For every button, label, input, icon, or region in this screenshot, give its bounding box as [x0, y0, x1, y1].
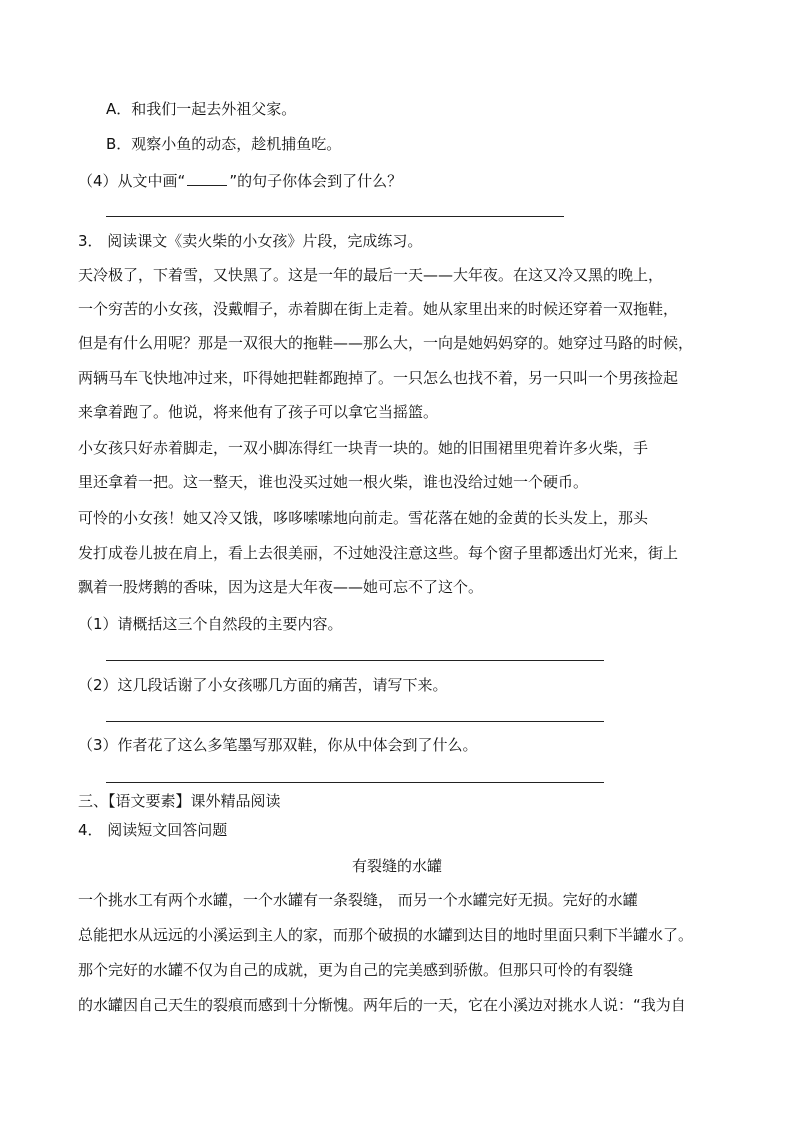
- question-4-prefix: （4）从文中画“: [78, 172, 186, 190]
- answer-line-q3-2[interactable]: [106, 721, 604, 722]
- answer-line-q4[interactable]: [106, 216, 564, 217]
- q3-p3-line: 可怜的小女孩！她又冷又饿，哆哆嗦嗦地向前走。雪花落在她的金黄的长头发上，那头: [78, 509, 649, 527]
- underline-blank: [187, 171, 227, 186]
- q3-title: 3． 阅读课文《卖火柴的小女孩》片段，完成练习。: [78, 232, 423, 250]
- q4-title: 4． 阅读短文回答问题: [78, 821, 228, 839]
- q3-p1-line: 来拿着跑了。他说，将来他有了孩子可以拿它当摇篮。: [78, 403, 439, 421]
- option-a: A．和我们一起去外祖父家。: [106, 100, 297, 118]
- question-4: [78, 171, 402, 191]
- q3-p1-line: 两辆马车飞快地冲过来，吓得她把鞋都跑掉了。一只怎么也找不着，另一只叫一个男孩捡起: [78, 369, 679, 387]
- q3-p3-line: 发打成卷儿披在肩上，看上去很美丽，不过她没注意这些。每个窗子里都透出灯光来，街上: [78, 544, 679, 562]
- q4-p2-line: 的水罐因自己天生的裂痕而感到十分惭愧。两年后的一天，它在小溪边对挑水人说：“我为自: [78, 996, 686, 1014]
- q3-p2-line: 小女孩只好赤着脚走，一双小脚冻得红一块青一块的。她的旧围裙里兜着许多火柴，手: [78, 439, 649, 457]
- q4-p2-line: 那个完好的水罐不仅为自己的成就，更为自己的完美感到骄傲。但那只可怜的有裂缝: [78, 961, 634, 979]
- q3-p1-line: 天冷极了，下着雪，又快黑了。这是一年的最后一天——大年夜。在这又冷又黑的晚上，: [78, 266, 664, 284]
- q3-sub1: （1）请概括这三个自然段的主要内容。: [78, 615, 343, 633]
- q3-sub2: （2）这几段话谢了小女孩哪几方面的痛苦，请写下来。: [78, 676, 448, 694]
- option-b: B．观察小鱼的动态，趁机捕鱼吃。: [106, 135, 342, 153]
- q3-p2-line: 里还拿着一把。这一整天，谁也没买过她一根火柴，谁也没给过她一个硬币。: [78, 473, 589, 491]
- q3-sub3: （3）作者花了这么多笔墨写那双鞋，你从中体会到了什么。: [78, 736, 478, 754]
- q3-p1-line: 但是有什么用呢？那是一双很大的拖鞋——那么大，一向是她妈妈穿的。她穿过马路的时候，: [78, 334, 694, 352]
- story-title: 有裂缝的水罐: [351, 857, 442, 875]
- answer-line-q3-3[interactable]: [106, 782, 604, 783]
- answer-line-q3-1[interactable]: [106, 660, 604, 661]
- section-heading: 三、【语文要素】课外精品阅读: [78, 792, 281, 810]
- q4-p1-line: 一个挑水工有两个水罐，一个水罐有一条裂缝， 而另一个水罐完好无损。完好的水罐: [78, 891, 638, 909]
- q3-p3-line: 飘着一股烤鹅的香味，因为这是大年夜——她可忘不了这个。: [78, 578, 484, 596]
- q3-p1-line: 一个穷苦的小女孩，没戴帽子，赤着脚在街上走着。她从家里出来的时候还穿着一双拖鞋，: [78, 300, 679, 318]
- question-4-suffix: ”的句子你体会到了什么？: [229, 172, 403, 190]
- q4-p1-line: 总能把水从远远的小溪运到主人的家，而那个破损的水罐到达目的地时里面只剩下半罐水了。: [78, 926, 694, 944]
